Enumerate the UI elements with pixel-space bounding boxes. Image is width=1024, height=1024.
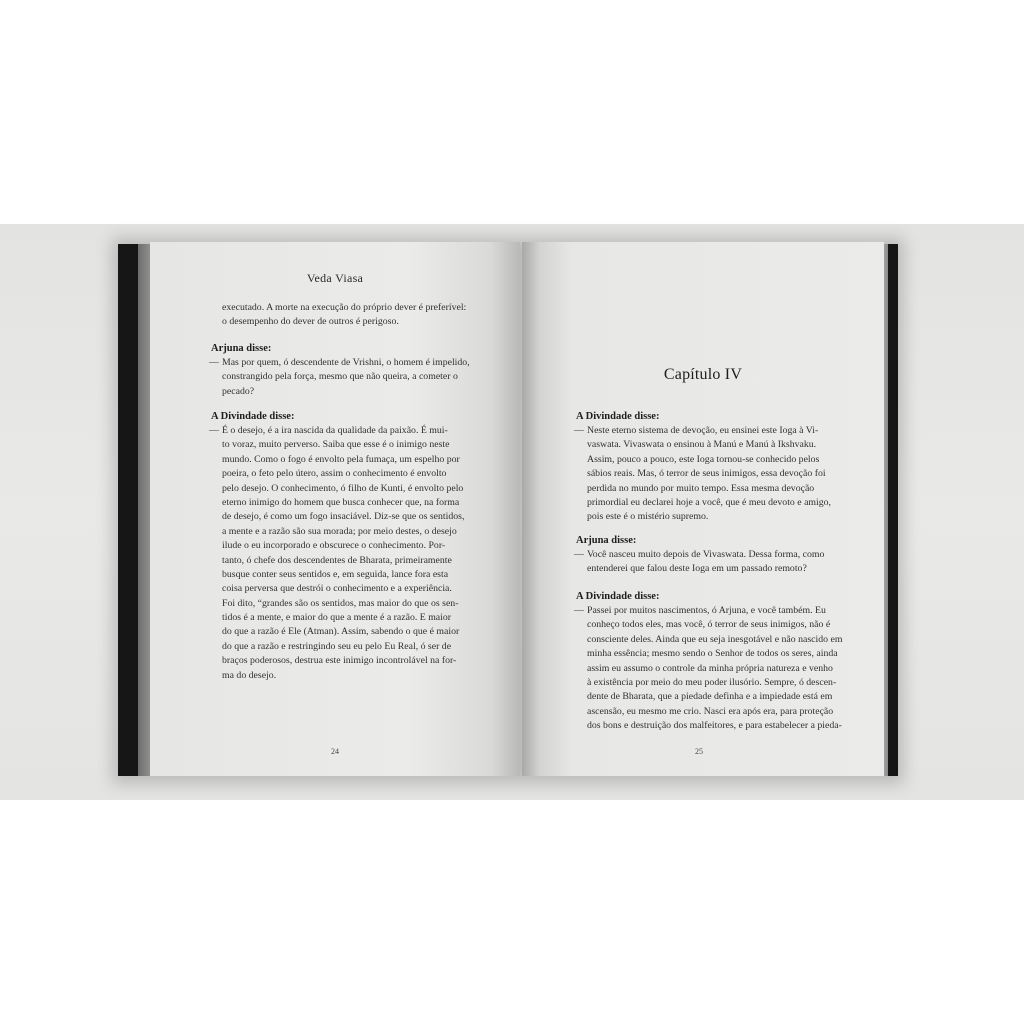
em-dash: — — [574, 549, 584, 560]
passage-divindade-1 — [576, 410, 831, 525]
continuation-text — [222, 301, 466, 330]
text-line: tanto, ó chefe dos descendentes de Bharata, primeiramente — [222, 554, 452, 566]
speaker-label: Arjuna disse: — [211, 343, 272, 354]
text-line: primordial eu declarei hoje a você, que é meu devoto e amigo, — [587, 496, 832, 508]
text-line: perdida no mundo por muito tempo. Essa mesma devoção — [587, 482, 815, 494]
text-line: consciente deles. Ainda que eu seja inesgotável e não nascido em — [587, 633, 843, 645]
text-line: entenderei que falou deste Ioga em um passado remoto? — [587, 563, 807, 575]
text-line: a mente e a razão são sua morada; por meio destes, o desejo — [222, 525, 457, 537]
speaker-label: A Divindade disse: — [576, 411, 660, 422]
text-line: — Neste eterno sistema de devoção, eu ensinei este Ioga à Vi- — [587, 424, 831, 438]
speaker-label: A Divindade disse: — [211, 411, 295, 422]
page-number: 24 — [331, 747, 339, 756]
text-line: pelo desejo. O conhecimento, ó filho de Kunti, é envolto pelo — [222, 482, 464, 494]
text-line: ilude o eu incorporado e obscurece o conhecimento. Por- — [222, 540, 446, 552]
text-line: — É o desejo, é a ira nascida da qualidade da paixão. É mui- — [222, 424, 464, 438]
text-line: braços poderosos, destrua este inimigo incontrolável na for- — [222, 655, 457, 667]
text-line: conheço todos eles, mas você, ó terror de seus inimigos, não é — [587, 619, 831, 631]
text-line: do que a razão é Ele (Atman). Assim, sabendo o que é maior — [222, 626, 460, 638]
speaker-label: A Divindade disse: — [576, 591, 660, 602]
text-line: pecado? — [222, 385, 255, 397]
passage-divindade-2 — [576, 590, 842, 734]
text-line: assim eu assumo o controle da minha própria natureza e venho — [587, 662, 833, 674]
em-dash: — — [574, 605, 584, 616]
page-number: 25 — [695, 747, 703, 756]
text-line: vaswata. Vivaswata o ensinou à Manú e Manú à Ikshvaku. — [587, 439, 817, 451]
passage-divindade — [211, 410, 464, 683]
text-line: busque conter seus sentidos e, em seguida, lance fora esta — [222, 568, 449, 580]
text-line: ascensão, eu mesmo me crio. Nasci era após era, para proteção — [587, 705, 834, 717]
text-line: to voraz, muito perverso. Saiba que esse é o inimigo neste — [222, 439, 450, 451]
right-page — [522, 242, 884, 776]
text-line: o desempenho do dever de outros é perigoso. — [222, 316, 399, 328]
speaker-label: Arjuna disse: — [576, 535, 637, 546]
passage-arjuna — [211, 342, 470, 399]
text-line: — Você nasceu muito depois de Vivaswata. Dessa forma, como — [587, 548, 824, 562]
text-line: pois este é o mistério supremo. — [587, 511, 709, 523]
text-line: do que a razão e restringindo seu eu pelo Eu Real, ó ser de — [222, 640, 452, 652]
text-line: poeira, o feto pelo útero, assim o conhecimento é envolto — [222, 468, 447, 480]
text-line: à existência por meio do meu poder ilusório. Sempre, ó descen- — [587, 676, 837, 688]
em-dash: — — [209, 357, 219, 368]
running-head: Veda Viasa — [306, 271, 364, 285]
text-line: tidos é a mente, e maior do que a mente é a razão. E maior — [222, 612, 452, 624]
text-line: Foi dito, “grandes são os sentidos, mas maior do que os sen- — [222, 597, 459, 609]
text-line: minha essência; mesmo sendo o Senhor de todos os seres, ainda — [587, 648, 838, 660]
chapter-title: Capítulo IV — [663, 366, 743, 383]
text-line: — Passei por muitos nascimentos, ó Arjuna, e você também. Eu — [587, 604, 842, 618]
text-line: executado. A morte na execução do próprio dever é preferível: — [222, 302, 467, 313]
em-dash: — — [574, 425, 584, 436]
text-line: constrangido pela força, mesmo que não queira, a cometer o — [222, 371, 458, 383]
text-line: dente de Bharata, que a piedade definha e a impiedade está em — [587, 691, 833, 703]
text-line: sábios reais. Mas, ó terror de seus inimigos, essa devoção foi — [587, 468, 826, 480]
left-page — [150, 242, 520, 776]
text-line: — Mas por quem, ó descendente de Vrishni, o homem é impelido, — [222, 356, 470, 370]
em-dash: — — [209, 425, 219, 436]
text-line: mundo. Como o fogo é envolto pela fumaça, um espelho por — [222, 453, 460, 465]
text-line: coisa perversa que destrói o conhecimento e a experiência. — [222, 583, 452, 595]
text-line: eterno inimigo do homem que busca conhecer que, na forma — [222, 496, 460, 508]
book-cover-left-edge — [118, 244, 140, 776]
text-line: dos bons e destruição dos malfeitores, e para estabelecer a pieda- — [587, 720, 842, 732]
text-line: Assim, pouco a pouco, este Ioga tornou-se conhecido pelos — [587, 453, 820, 465]
passage-arjuna — [576, 534, 824, 577]
text-line: de desejo, é como um fogo insaciável. Diz-se que os sentidos, — [222, 511, 465, 523]
text-line: ma do desejo. — [222, 669, 277, 681]
